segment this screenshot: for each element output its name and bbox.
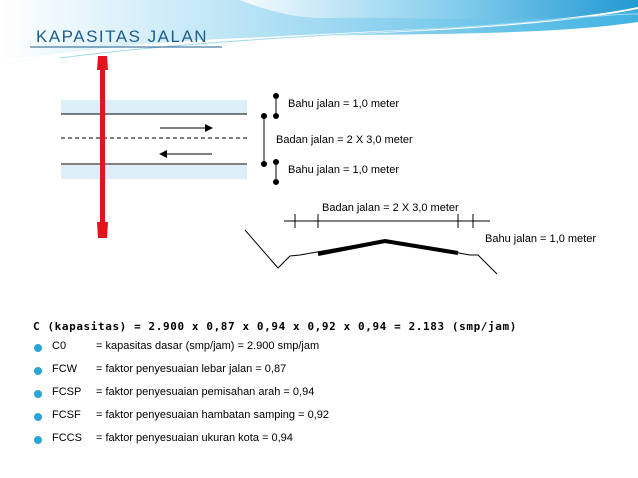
label-section-carriageway: Badan jalan = 2 X 3,0 meter [322, 202, 459, 214]
xs-road-profile [245, 230, 497, 274]
label-top-shoulder: Bahu jalan = 1,0 meter [288, 98, 399, 110]
factor-desc: = kapasitas dasar (smp/jam) = 2.900 smp/jam [96, 340, 320, 352]
xs-pavement [318, 241, 458, 254]
factor-desc: = faktor penyesuaian pemisahan arah = 0,94 [96, 386, 315, 398]
label-carriageway: Badan jalan = 2 X 3,0 meter [276, 134, 413, 146]
bullet-dot [34, 413, 42, 421]
shoulder-bottom [61, 165, 247, 179]
dim-shoulder-bottom [274, 160, 279, 185]
shoulder-top [61, 100, 247, 114]
bullet-dot [34, 367, 42, 375]
bullet-dot [34, 436, 42, 444]
dim-shoulder-top [274, 94, 279, 119]
label-section-shoulder: Bahu jalan = 1,0 meter [485, 233, 596, 245]
label-bottom-shoulder: Bahu jalan = 1,0 meter [288, 164, 399, 176]
header-wave-front [240, 0, 638, 19]
factor-code: FCCS [52, 432, 82, 444]
factor-desc: = faktor penyesuaian ukuran kota = 0,94 [96, 432, 293, 444]
factor-code: FCSF [52, 409, 81, 421]
factor-desc: = faktor penyesuaian hambatan samping = 0,92 [96, 409, 329, 421]
factor-code: C0 [52, 340, 67, 352]
dim-carriageway [262, 114, 267, 167]
factor-code: FCW [52, 363, 78, 375]
factor-code: FCSP [52, 386, 82, 398]
slide-title: KAPASITAS JALAN [36, 27, 209, 46]
bullet-dot [34, 344, 42, 352]
bullet-dot [34, 390, 42, 398]
factor-desc: = faktor penyesuaian lebar jalan = 0,87 [96, 363, 287, 375]
capacity-formula: C (kapasitas) = 2.900 x 0,87 x 0,94 x 0,92 x 0,94 = 2.183 (smp/jam) [33, 320, 517, 333]
road-cross-section [0, 200, 638, 320]
section-marker-top [97, 56, 108, 70]
